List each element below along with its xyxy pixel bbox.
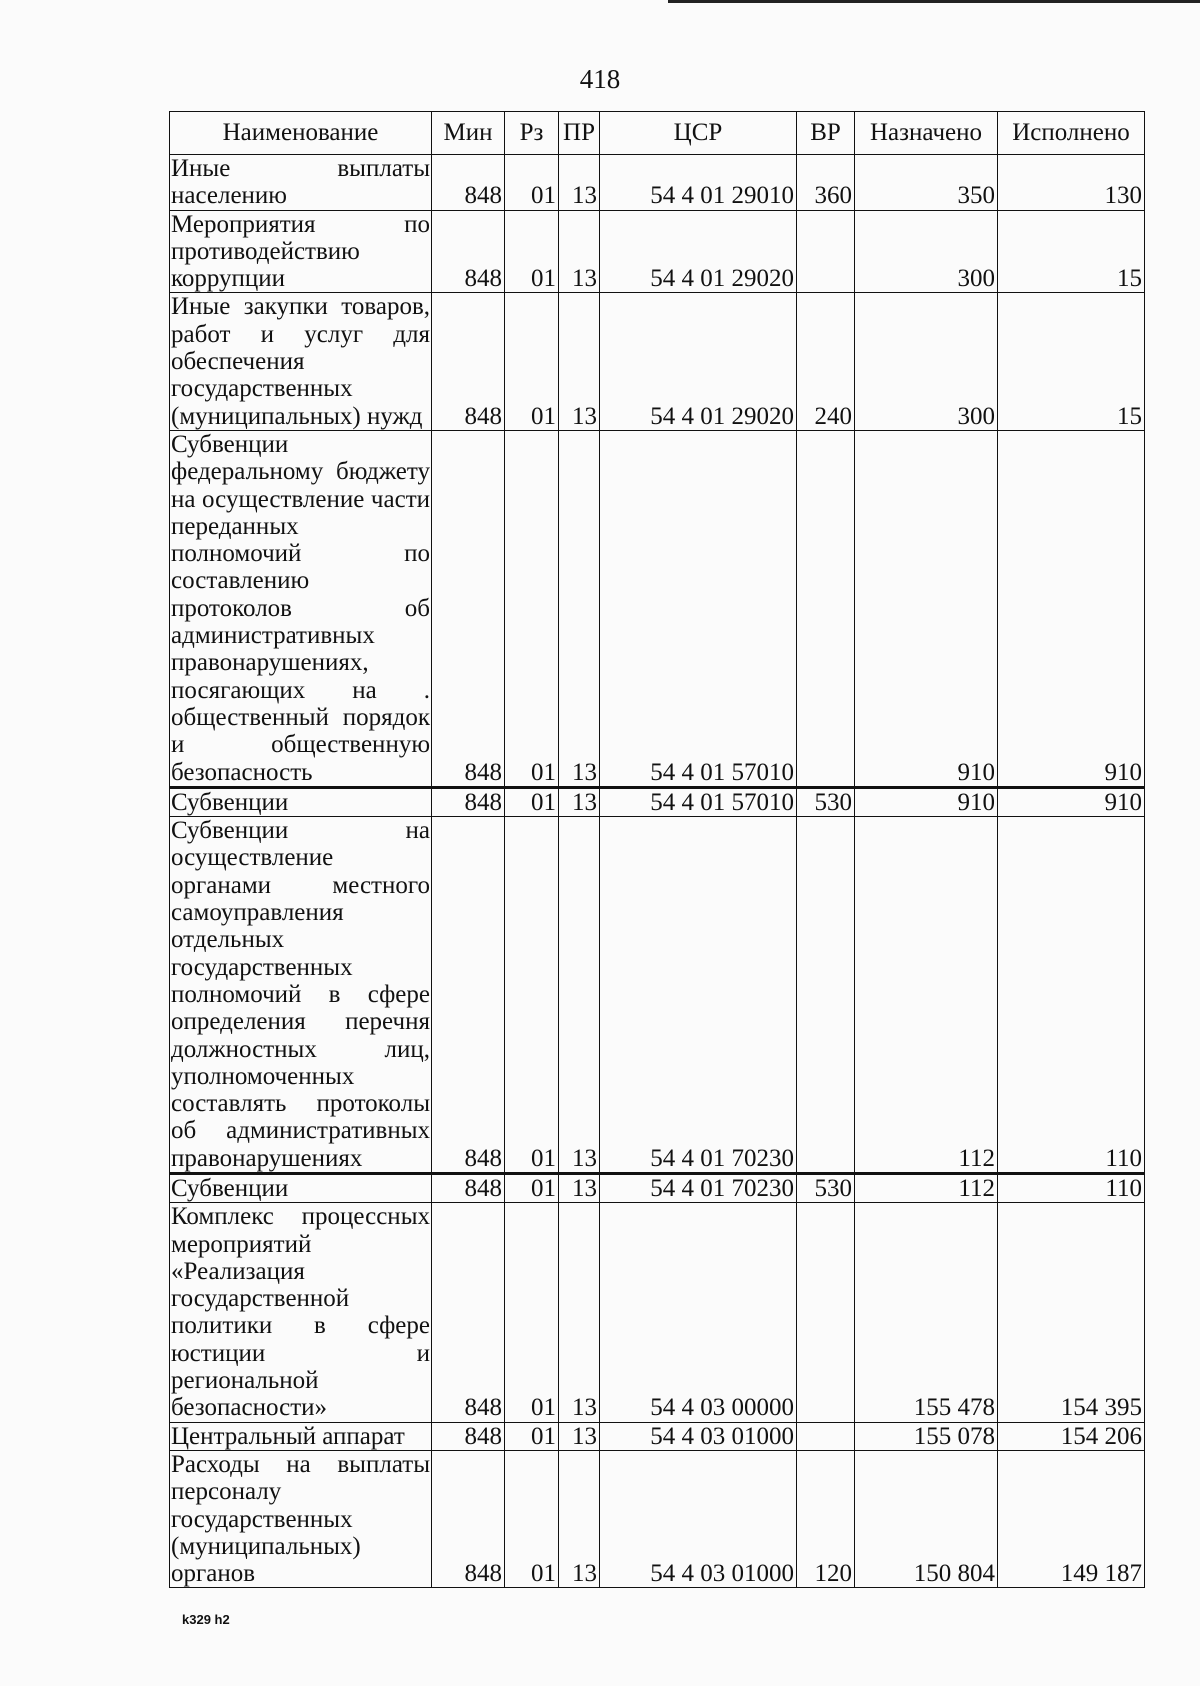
cell-name: Иные выплаты населению — [171, 155, 430, 210]
table-row — [170, 1203, 1145, 1422]
cell-name: Субвенции федеральному бюджету на осуществление части переданных полномочий по составлению протоколов об административных правонарушениях, посягающих на . общественный порядок и общественную безопасность — [171, 430, 430, 786]
cell-min: 848 — [432, 1422, 505, 1450]
table-row — [170, 293, 1145, 430]
table-row — [170, 1450, 1145, 1587]
cell-executed: 154 395 — [998, 1203, 1145, 1422]
header-name: Наименование — [170, 112, 432, 155]
footer-code: k329 h2 — [182, 1612, 230, 1627]
cell-min: 848 — [432, 1173, 505, 1202]
cell-executed: 910 — [998, 787, 1145, 816]
cell-min: 848 — [432, 817, 505, 1174]
cell-assigned: 112 — [855, 817, 998, 1174]
table-row — [170, 1173, 1145, 1202]
cell-assigned: 910 — [855, 430, 998, 787]
cell-assigned: 150 804 — [855, 1450, 998, 1587]
cell-assigned: 112 — [855, 1173, 998, 1202]
header-assigned: Назначено — [855, 112, 998, 155]
cell-rz: 01 — [505, 1450, 559, 1587]
table-row — [170, 430, 1145, 787]
cell-assigned: 300 — [855, 293, 998, 430]
table-row — [170, 155, 1145, 211]
cell-name: Центральный аппарат — [170, 1422, 432, 1450]
table-row — [170, 1422, 1145, 1450]
cell-vr: 530 — [797, 1173, 855, 1202]
budget-table — [169, 111, 1145, 1588]
cell-min: 848 — [432, 1450, 505, 1587]
cell-min: 848 — [432, 210, 505, 293]
cell-vr — [797, 1203, 855, 1422]
cell-vr — [797, 817, 855, 1174]
cell-executed: 110 — [998, 1173, 1145, 1202]
table-row — [170, 210, 1145, 293]
cell-name: Комплекс процессных мероприятий «Реализация государственной политики в сфере юстиции и региональной безопасности» — [171, 1203, 430, 1422]
cell-vr: 120 — [797, 1450, 855, 1587]
cell-csr: 54 4 01 57010 — [600, 430, 797, 787]
cell-pr: 13 — [559, 787, 600, 816]
cell-csr: 54 4 03 01000 — [600, 1450, 797, 1587]
cell-csr: 54 4 01 70230 — [600, 1173, 797, 1202]
cell-csr: 54 4 01 29020 — [600, 293, 797, 430]
cell-assigned: 300 — [855, 210, 998, 293]
cell-vr — [797, 210, 855, 293]
header-rz: Рз — [505, 112, 559, 155]
cell-pr: 13 — [559, 1203, 600, 1422]
header-executed: Исполнено — [998, 112, 1145, 155]
cell-min: 848 — [432, 1203, 505, 1422]
cell-csr: 54 4 03 01000 — [600, 1422, 797, 1450]
cell-name: Субвенции — [170, 1173, 432, 1202]
cell-pr: 13 — [559, 430, 600, 787]
cell-rz: 01 — [505, 210, 559, 293]
cell-name: Расходы на выплаты персоналу государственных (муниципальных) органов — [171, 1450, 430, 1588]
table-row — [170, 817, 1145, 1174]
cell-pr: 13 — [559, 1450, 600, 1587]
cell-rz: 01 — [505, 430, 559, 787]
cell-name: Субвенции — [170, 787, 432, 816]
cell-executed: 110 — [998, 817, 1145, 1174]
cell-rz: 01 — [505, 155, 559, 211]
cell-executed: 149 187 — [998, 1450, 1145, 1587]
cell-csr: 54 4 01 57010 — [600, 787, 797, 816]
cell-assigned: 155 078 — [855, 1422, 998, 1450]
cell-rz: 01 — [505, 293, 559, 430]
page-number: 418 — [579, 64, 621, 94]
cell-rz: 01 — [505, 787, 559, 816]
cell-vr — [797, 430, 855, 787]
cell-rz: 01 — [505, 1173, 559, 1202]
cell-pr: 13 — [559, 1173, 600, 1202]
cell-vr — [797, 1422, 855, 1450]
cell-executed: 154 206 — [998, 1422, 1145, 1450]
cell-assigned: 910 — [855, 787, 998, 816]
cell-pr: 13 — [559, 210, 600, 293]
cell-name: Мероприятия по противодействию коррупции — [171, 210, 430, 293]
cell-min: 848 — [432, 293, 505, 430]
cell-min: 848 — [432, 430, 505, 787]
cell-assigned: 155 478 — [855, 1203, 998, 1422]
cell-csr: 54 4 01 29010 — [600, 155, 797, 211]
cell-executed: 130 — [998, 155, 1145, 211]
cell-assigned: 350 — [855, 155, 998, 211]
cell-csr: 54 4 01 70230 — [600, 817, 797, 1174]
cell-rz: 01 — [505, 1203, 559, 1422]
scan-edge-line — [668, 0, 1200, 3]
header-min: Мин — [432, 112, 505, 155]
cell-pr: 13 — [559, 293, 600, 430]
table-row — [170, 787, 1145, 816]
cell-rz: 01 — [505, 1422, 559, 1450]
cell-rz: 01 — [505, 817, 559, 1174]
cell-vr: 530 — [797, 787, 855, 816]
header-csr: ЦСР — [600, 112, 797, 155]
header-vr: ВР — [797, 112, 855, 155]
cell-vr: 240 — [797, 293, 855, 430]
cell-name: Иные закупки товаров, работ и услуг для обеспечения государственных (муниципальных) нужд — [171, 293, 430, 430]
cell-name: Субвенции на осуществление органами местного самоуправления отдельных государственных полномочий в сфере определения перечня должностных лиц, уполномоченных составлять протоколы об административных правонарушениях — [171, 817, 430, 1172]
cell-pr: 13 — [559, 155, 600, 211]
cell-csr: 54 4 03 00000 — [600, 1203, 797, 1422]
cell-pr: 13 — [559, 1422, 600, 1450]
cell-pr: 13 — [559, 817, 600, 1174]
cell-min: 848 — [432, 787, 505, 816]
cell-executed: 910 — [998, 430, 1145, 787]
header-pr: ПР — [559, 112, 600, 155]
cell-executed: 15 — [998, 293, 1145, 430]
cell-csr: 54 4 01 29020 — [600, 210, 797, 293]
cell-vr: 360 — [797, 155, 855, 211]
cell-executed: 15 — [998, 210, 1145, 293]
table-header-row — [170, 112, 1145, 155]
cell-min: 848 — [432, 155, 505, 211]
